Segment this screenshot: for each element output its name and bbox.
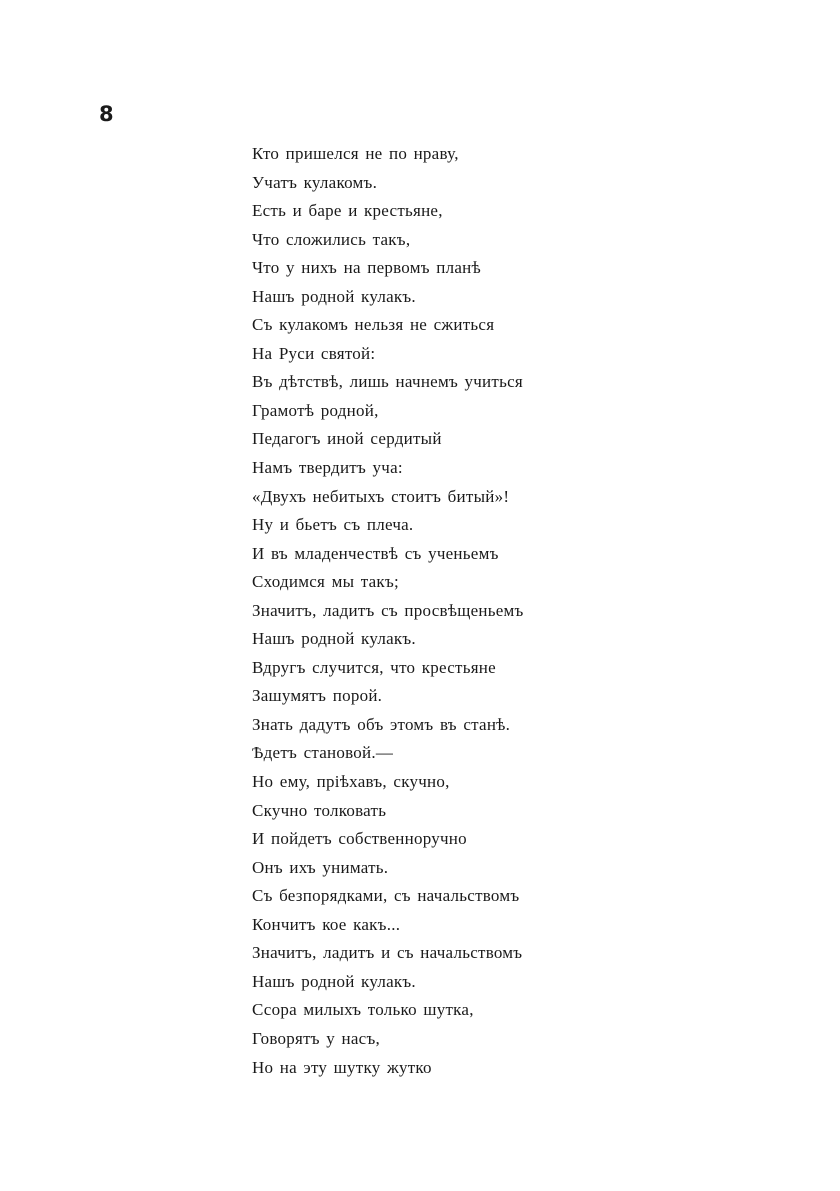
poem-line: Значитъ, ладитъ и съ начальствомъ	[252, 943, 523, 963]
poem-line: Кончитъ кое какъ...	[252, 914, 401, 934]
poem-line: Ну и бьетъ съ плеча.	[252, 515, 414, 535]
poem-line: Педагогъ иной сердитый	[252, 429, 442, 449]
poem-line: На Руси святой:	[252, 343, 376, 363]
poem-line: Вдругъ случится, что крестьяне	[252, 657, 496, 677]
poem-line: Сходимся мы такъ;	[252, 572, 399, 592]
poem-line: Но ему, пріѣхавъ, скучно,	[252, 772, 450, 792]
poem-line: Учатъ кулакомъ.	[252, 172, 378, 192]
poem-line: Знать дадутъ объ этомъ въ станѣ.	[252, 714, 511, 734]
poem-line: Съ кулакомъ нельзя не сжиться	[252, 315, 495, 335]
poem-line: Скучно толковать	[252, 800, 387, 820]
poem-line: Кто пришелся не по нраву,	[252, 144, 459, 163]
poem-line: Грамотѣ родной,	[252, 400, 379, 420]
poem-line: Нашъ родной кулакъ.	[252, 971, 416, 991]
poem-line: Зашумятъ порой.	[252, 686, 383, 706]
poem-line: Въ дѣтствѣ, лишь начнемъ учиться	[252, 372, 523, 392]
poem-line: Нашъ родной кулакъ.	[252, 286, 416, 306]
poem-line: Но на эту шутку жутко	[252, 1057, 432, 1077]
poem-line: Ссора милыхъ только шутка,	[252, 1000, 474, 1020]
poem-line: Съ безпорядками, съ начальствомъ	[252, 886, 520, 906]
poem-line: Есть и баре и крестьяне,	[252, 201, 443, 221]
poem-line: Говорятъ у насъ,	[252, 1028, 381, 1048]
poem-text	[252, 140, 672, 1082]
poem-line: И въ младенчествѣ съ ученьемъ	[252, 543, 499, 563]
poem-line: Значитъ, ладитъ съ просвѣщеньемъ	[252, 600, 524, 620]
poem-line: Что сложились такъ,	[252, 229, 411, 249]
poem-line: Онъ ихъ унимать.	[252, 857, 389, 877]
poem-line: И пойдетъ собственноручно	[252, 829, 467, 849]
poem-line: Нашъ родной кулакъ.	[252, 629, 416, 649]
poem-line: «Двухъ небитыхъ стоитъ битый»!	[252, 486, 510, 506]
page-number: 8	[99, 102, 114, 126]
poem-line: Ѣдетъ становой.—	[252, 743, 394, 763]
poem-line: Что у нихъ на первомъ планѣ	[252, 258, 481, 278]
poem-line: Намъ твердитъ уча:	[252, 458, 403, 478]
